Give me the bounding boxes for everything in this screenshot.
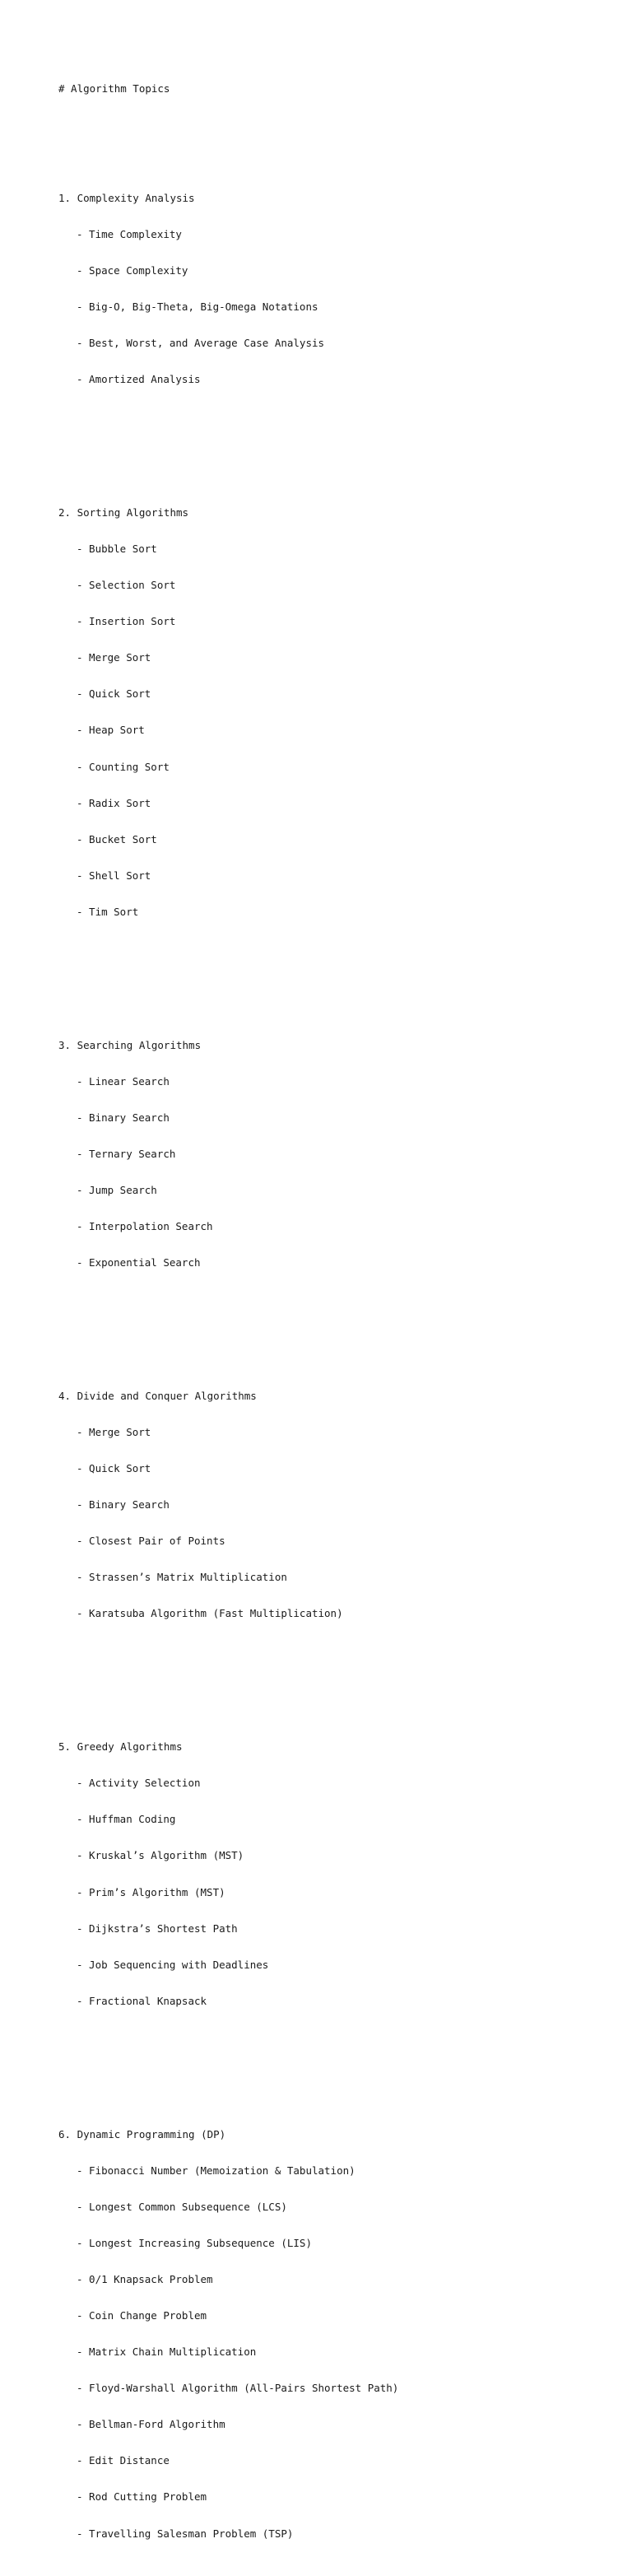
- list-item: - Radix Sort: [77, 796, 151, 809]
- list-item: - Matrix Chain Multiplication: [77, 2345, 257, 2359]
- list-item: - Ternary Search: [77, 1147, 176, 1160]
- section-divide-and-conquer: [58, 1366, 398, 1644]
- list-item: - Binary Search: [77, 1111, 170, 1124]
- list-item: - Job Sequencing with Deadlines: [77, 1958, 269, 1971]
- list-item: - Interpolation Search: [77, 1220, 213, 1233]
- blank-line: [58, 446, 398, 459]
- list-item: - Fractional Knapsack: [77, 1994, 207, 2007]
- list-item: - Tim Sort: [77, 905, 139, 918]
- blank-line: [58, 1330, 398, 1342]
- list-item: - Kruskal’s Algorithm (MST): [77, 1849, 244, 1862]
- list-item: - Closest Pair of Points: [77, 1535, 225, 1548]
- list-item: - Merge Sort: [77, 1425, 151, 1438]
- section-heading: 6. Dynamic Programming (DP): [58, 2127, 226, 2140]
- list-item: - Counting Sort: [77, 760, 170, 773]
- list-item: - Floyd-Warshall Algorithm (All-Pairs Shortest Path): [77, 2382, 399, 2395]
- list-item: - Dijkstra’s Shortest Path: [77, 1922, 238, 1935]
- list-item: - Shell Sort: [77, 869, 151, 882]
- section-greedy: [58, 1717, 398, 2032]
- section-heading: 5. Greedy Algorithms: [58, 1740, 183, 1754]
- section-searching: [58, 1015, 398, 1293]
- list-item: - Prim’s Algorithm (MST): [77, 1885, 225, 1898]
- blank-line: [58, 132, 398, 144]
- blank-line: [58, 2068, 398, 2080]
- list-item: - Activity Selection: [77, 1777, 201, 1790]
- list-item: - Longest Common Subsequence (LCS): [77, 2200, 287, 2213]
- list-item: - Jump Search: [77, 1183, 157, 1196]
- section-dynamic-programming: [58, 2104, 398, 2564]
- list-item: - Coin Change Problem: [77, 2308, 207, 2322]
- list-item: - Bubble Sort: [77, 542, 157, 555]
- list-item: - Time Complexity: [77, 227, 182, 240]
- list-item: - Insertion Sort: [77, 615, 176, 628]
- list-item: - Quick Sort: [77, 687, 151, 701]
- list-item: - Binary Search: [77, 1498, 170, 1512]
- list-item: - Rod Cutting Problem: [77, 2490, 207, 2504]
- section-heading: 3. Searching Algorithms: [58, 1038, 202, 1051]
- list-item: - Huffman Coding: [77, 1813, 176, 1826]
- list-item: - Fibonacci Number (Memoization & Tabulation): [77, 2164, 356, 2177]
- list-item: - 0/1 Knapsack Problem: [77, 2272, 213, 2285]
- section-heading: 2. Sorting Algorithms: [58, 505, 189, 519]
- blank-line: [58, 979, 398, 991]
- list-item: - Bucket Sort: [77, 832, 157, 845]
- list-item: - Strassen’s Matrix Multiplication: [77, 1571, 287, 1584]
- list-item: - Selection Sort: [77, 579, 176, 592]
- list-item: - Karatsuba Algorithm (Fast Multiplication): [77, 1607, 343, 1620]
- list-item: - Amortized Analysis: [77, 373, 201, 386]
- list-item: - Space Complexity: [77, 263, 188, 277]
- section-sorting: [58, 482, 398, 943]
- list-item: - Best, Worst, and Average Case Analysis: [77, 337, 325, 350]
- blank-line: [58, 1681, 398, 1693]
- list-item: - Travelling Salesman Problem (TSP): [77, 2527, 294, 2540]
- section-complexity: [58, 168, 398, 410]
- list-item: - Linear Search: [77, 1074, 170, 1088]
- document-body: [58, 59, 398, 2576]
- section-heading: 4. Divide and Conquer Algorithms: [58, 1389, 257, 1402]
- section-heading: 1. Complexity Analysis: [58, 191, 195, 204]
- list-item: - Longest Increasing Subsequence (LIS): [77, 2236, 312, 2249]
- list-item: - Bellman-Ford Algorithm: [77, 2418, 225, 2431]
- document-title: # Algorithm Topics: [58, 82, 170, 95]
- list-item: - Merge Sort: [77, 651, 151, 664]
- list-item: - Edit Distance: [77, 2454, 170, 2467]
- list-item: - Heap Sort: [77, 724, 145, 737]
- list-item: - Exponential Search: [77, 1256, 201, 1269]
- list-item: - Big-O, Big-Theta, Big-Omega Notations: [77, 300, 318, 313]
- list-item: - Quick Sort: [77, 1462, 151, 1475]
